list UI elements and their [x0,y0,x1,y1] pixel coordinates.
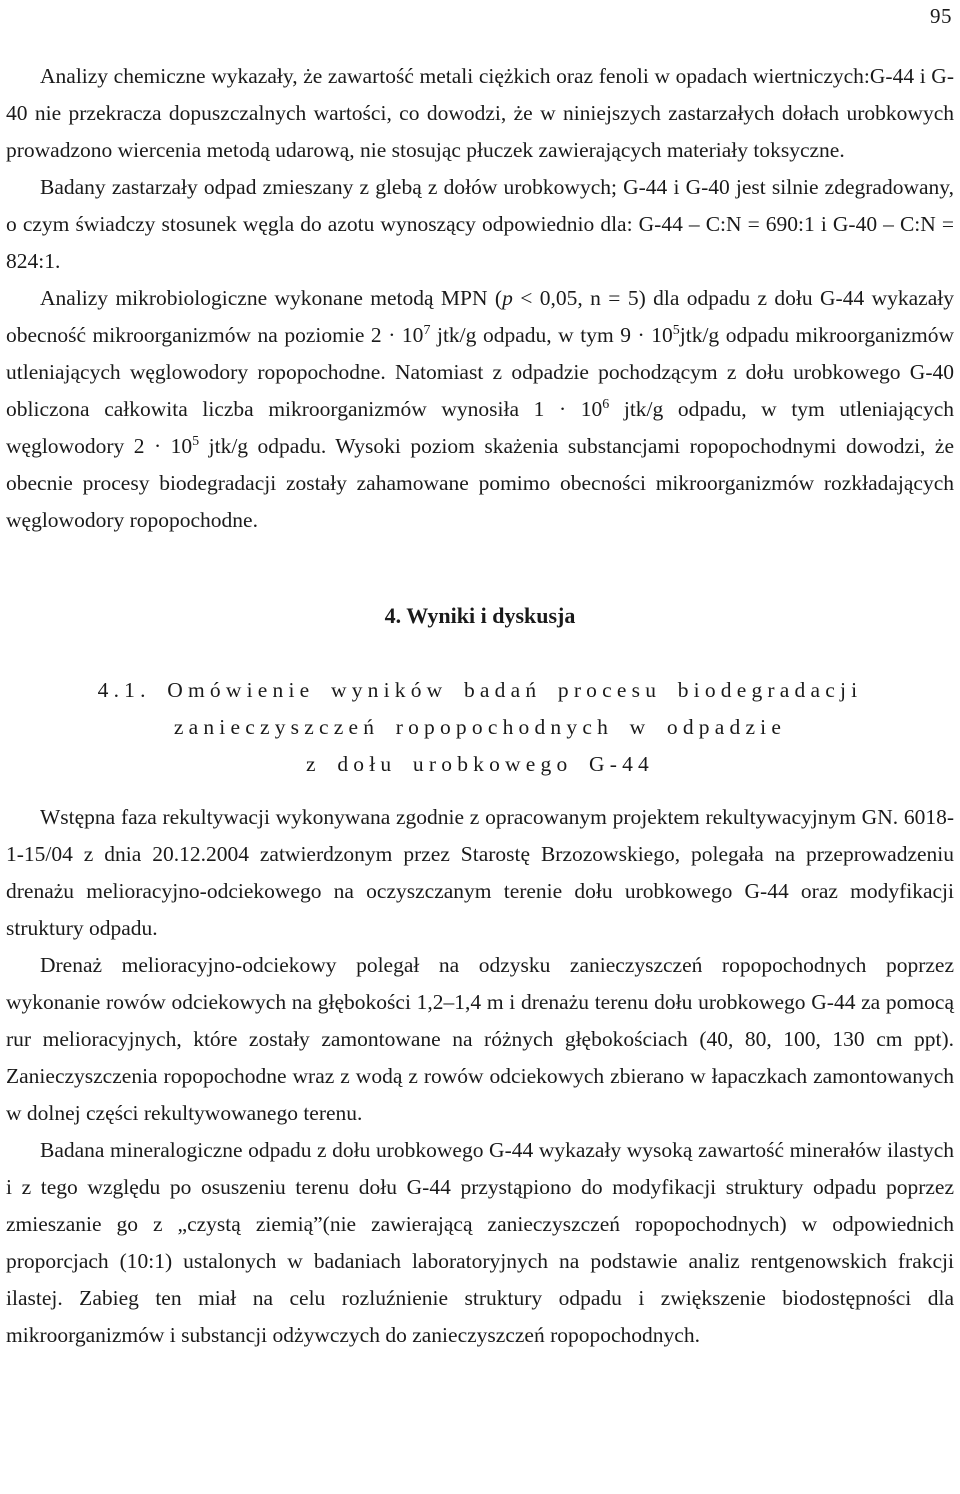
exponent-4: 5 [192,434,200,449]
paragraph-mineralogy: Badana mineralogiczne odpadu z dołu urobkowego G-44 wykazały wysoką zawartość minerałów ilastych i z tego względu po osuszeniu terenu dołu G-44 przystąpiono do modyfikacji struktury odpadu poprzez zmieszanie go z „czystą ziemią”(nie zawierającą zanieczyszczeń ropopochodnych) w odpowiednich proporcjach (10:1) ustalonych w badaniach laboratoryjnych na podstawie analiz rentgenowskich frakcji ilastej. Zabieg ten miał na celu rozluźnienie struktury odpadu i zwiększenie biodostępności dla mikroorganizmów i substancji odżywczych do zanieczyszczeń ropopochodnych. [6,1138,954,1347]
mpn-text-2: < 0,05, n = 5) dla odpadu z dołu G-44 wykazały obecność mikroorganizmów na poziomie 2 · 10 [6,286,954,347]
mpn-text-5: jtk/g odpadu, w tym utleniających węglowodory 2 · 10 [6,397,954,458]
paragraph-chemical-analysis: Analizy chemiczne wykazały, że zawartość metali ciężkich oraz fenoli w opadach wiertniczych:G-44 i G-40 nie przekracza dopuszczalnych wartości, co dowodzi, że w niniejszych zastarzałych dołach urobkowych prowadzono wiercenia metodą udarową, nie stosując płuczek zawierających materiały toksyczne. [6,64,954,162]
paragraph-drainage: Drenaż melioracyjno-odciekowy polegał na odzysku zanieczyszczeń ropopochodnych poprzez wykonanie rowów odciekowych na głębokości 1,2–1,4 m i drenażu terenu dołu urobkowego G-44 za pomocą rur melioracyjnych, które zostały zamontowane na różnych głębokościach (40, 80, 100, 130 cm ppt). Zanieczyszczenia ropopochodne wraz z wodą z rowów odciekowych zbierano w łapaczkach zamontowanych w dolnej części rekultywowanego terenu. [6,953,954,1125]
section-heading: 4. Wyniki i dyskusja [384,603,576,628]
subsection-heading-line-3: z dołu urobkowego G-44 [306,752,654,776]
exponent-2: 5 [672,323,680,338]
page-number: 95 [930,4,952,28]
paragraph-initial-phase: Wstępna faza rekultywacji wykonywana zgodnie z opracowanym projektem rekultywacyjnym GN. 6018-1-15/04 z dnia 20.12.2004 zatwierdzonym przez Starostę Brzozowskiego, polegała na przeprowadzeniu drenażu melioracyjno-odciekowego na oczyszczanym terenie dołu urobkowego G-44 oraz modyfikacji struktury odpadu. [6,805,954,940]
mpn-text-6: jtk/g odpadu. Wysoki poziom skażenia substancjami ropopochodnymi dowodzi, że obecnie procesy biodegradacji zostały zahamowane pomimo obecności mikroorganizmów rozkładających węglowodory ropopochodne. [6,434,955,532]
subsection-heading [6,672,954,783]
results-text [6,799,954,1354]
mpn-text-3: jtk/g odpadu, w tym 9 · 10 [430,323,673,347]
subsection-heading-line-2: zanieczyszczeń ropopochodnych w odpadzie [173,715,787,739]
page-body [6,58,954,1354]
p-value-symbol: p [502,286,513,310]
paragraph-cn-ratio: Badany zastarzały odpad zmieszany z glebą z dołów urobkowych; G-44 i G-40 jest silnie zdegradowany, o czym świadczy stosunek węgla do azotu wynoszący odpowiednio dla: G-44 – C:N = 690:1 i G-40 – C:N = 824:1. [6,175,954,273]
exponent-1: 7 [423,323,431,338]
exponent-3: 6 [602,397,610,412]
mpn-text-1: Analizy mikrobiologiczne wykonane metodą MPN ( [40,286,503,310]
subsection-heading-line-1: 4.1. Omówienie wyników badań procesu biodegradacji [97,678,863,702]
mpn-text-4: jtk/g odpadu mikroorganizmów utleniających węglowodory ropopochodne. Natomiast z odpadzie pochodzącym z dołu urobkowego G-40 obliczona całkowita liczba mikroorganizmów wynosiła 1 · 10 [6,323,954,421]
paragraph-mpn-analysis [6,280,954,539]
